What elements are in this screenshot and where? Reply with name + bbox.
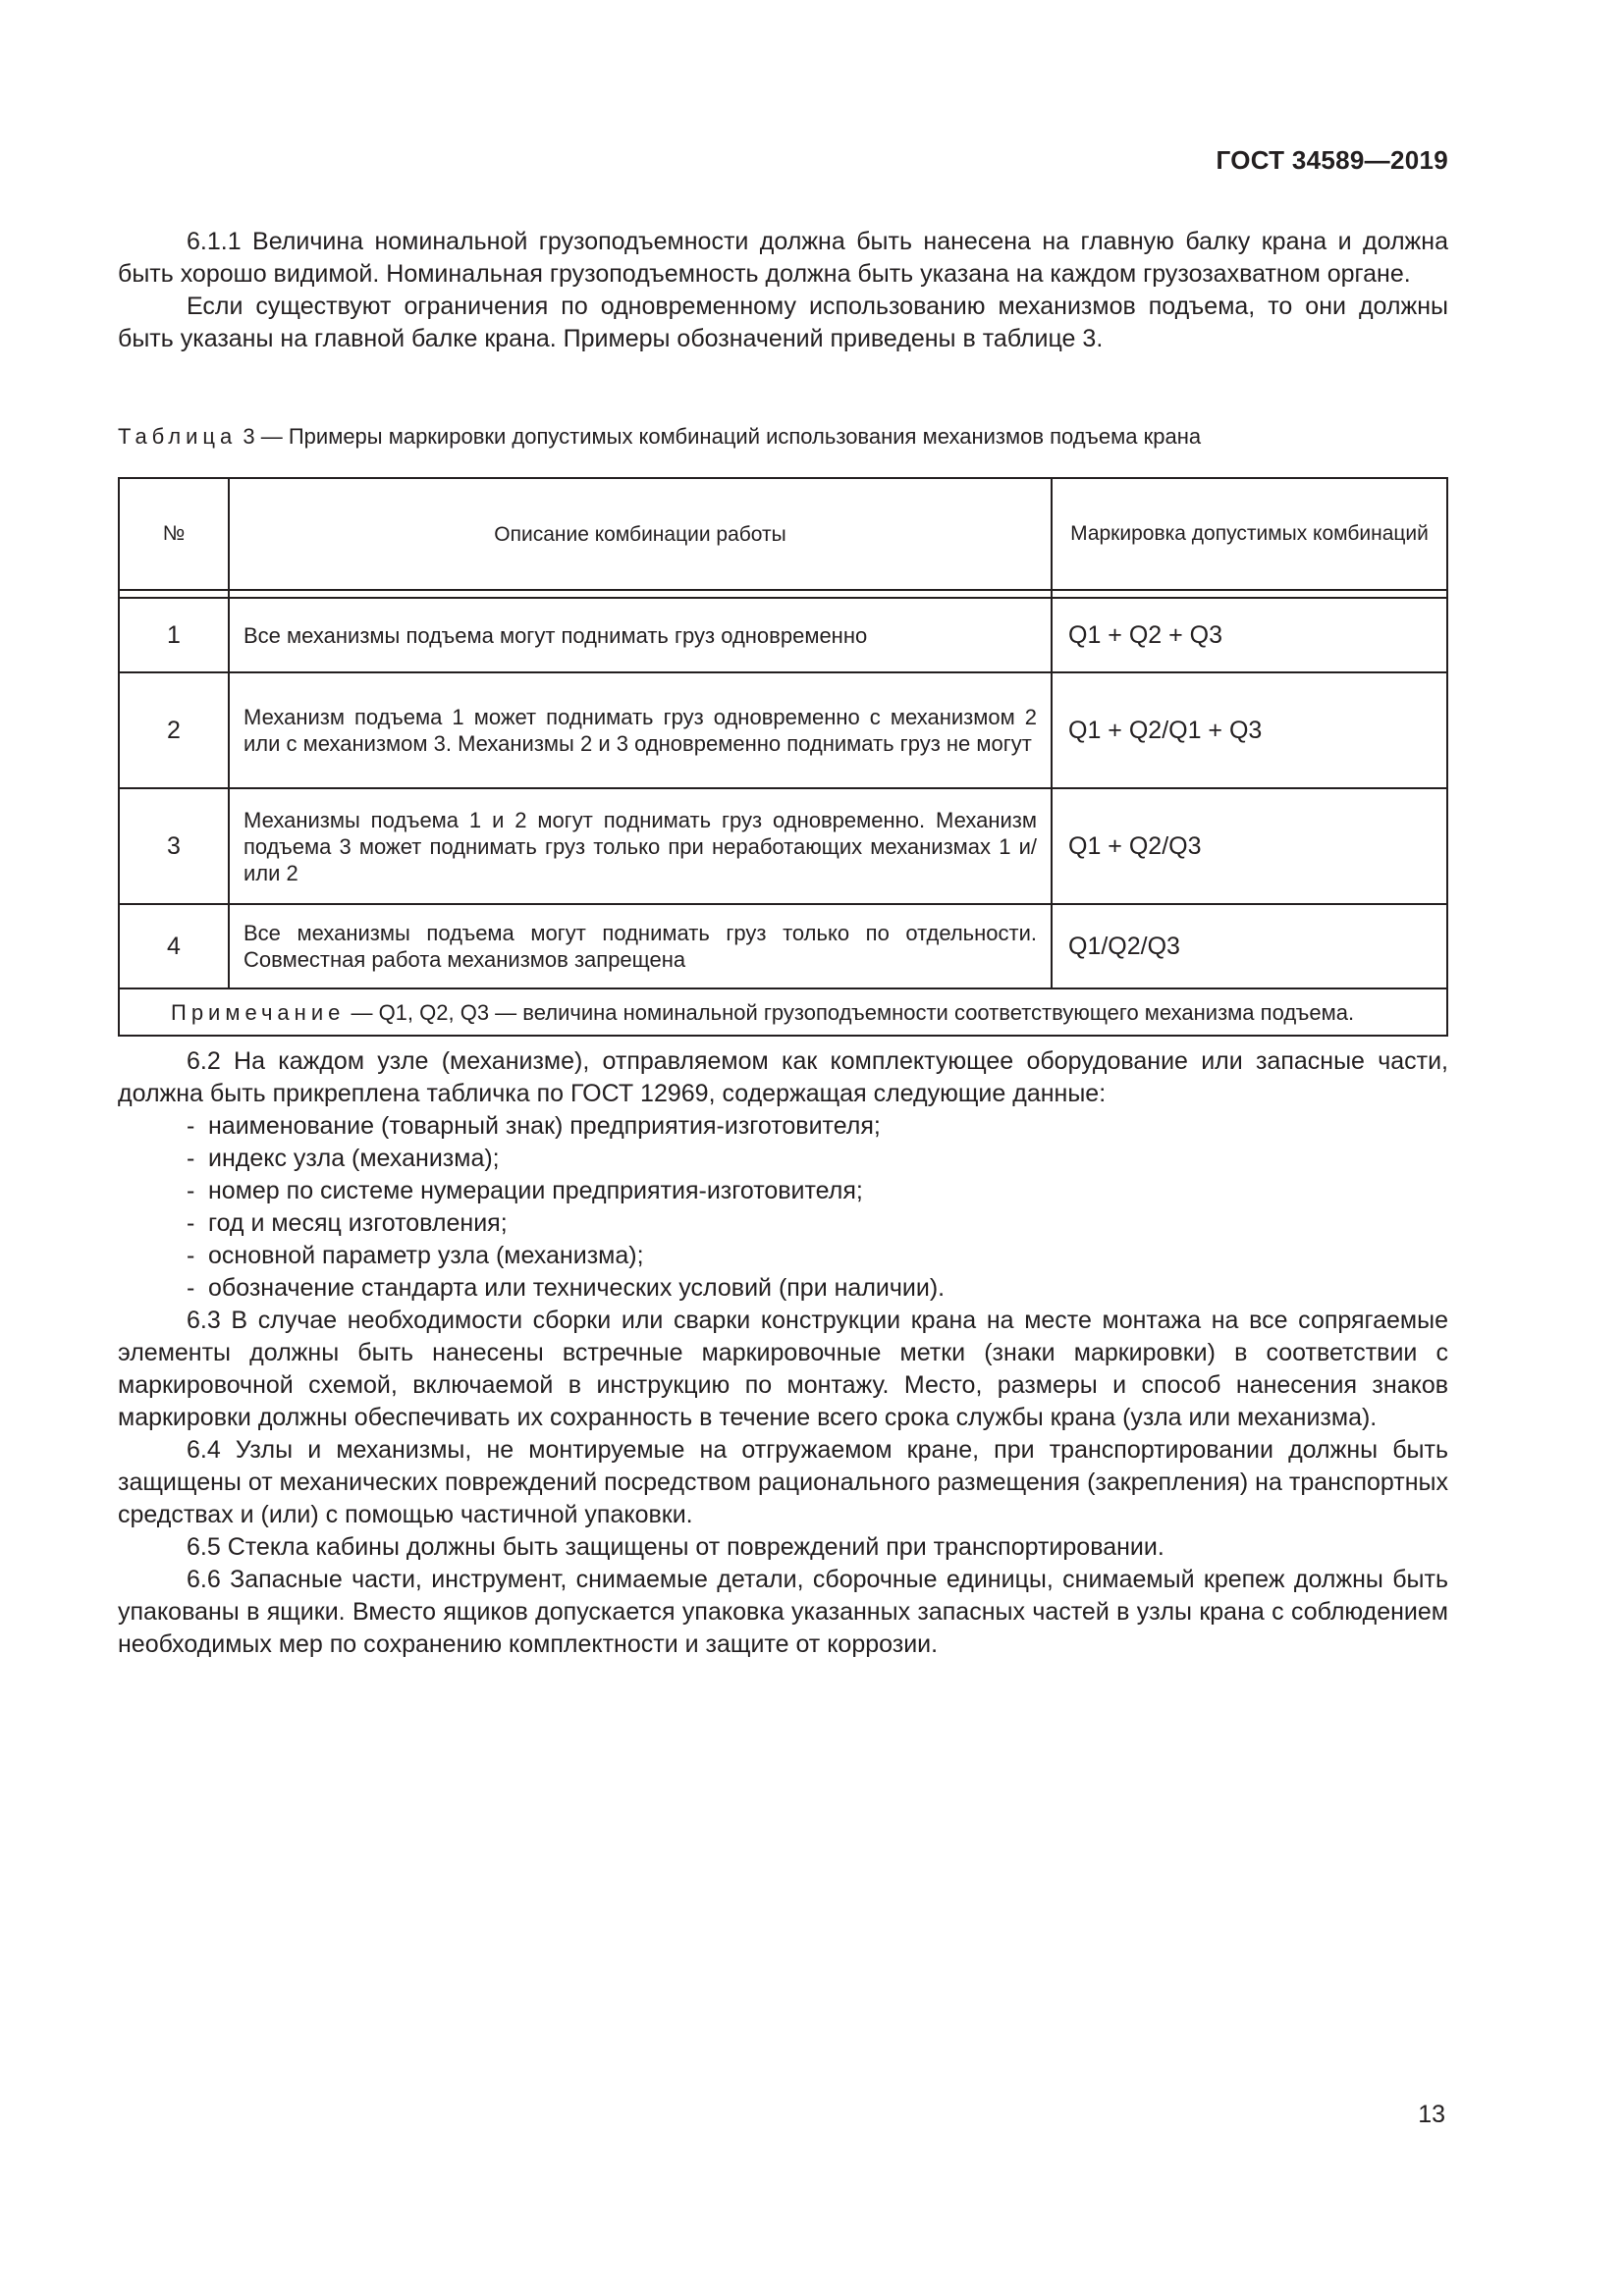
- table-note-label: Примечание: [171, 1000, 346, 1025]
- table-row: [119, 904, 1447, 988]
- table-row: [119, 672, 1447, 788]
- top-paragraphs: [118, 226, 1448, 355]
- paragraph-6-6: 6.6 Запасные части, инструмент, снимаемые детали, сборочные единицы, снимаемый крепеж должны быть упакованы в ящики. Вместо ящиков допускается упаковка указанных запасных частей в узлы крана с соблюдением необходимых мер по сохранению комплектности и защите от коррозии.: [118, 1566, 1448, 1658]
- table-note-text: — Q1, Q2, Q3 — величина номинальной грузоподъемности соответствующего механизма подъема.: [345, 1000, 1355, 1025]
- list-item: - основной параметр узла (механизма);: [187, 1242, 644, 1269]
- row-description: Все механизмы подъема могут поднимать груз одновременно: [229, 598, 1052, 672]
- row-description: Механизм подъема 1 может поднимать груз одновременно с механизмом 2 или с механизмом 3. Механизмы 2 и 3 одновременно поднимать груз не могут: [229, 672, 1052, 788]
- list-item: - год и месяц изготовления;: [187, 1209, 508, 1237]
- table-row: [119, 788, 1447, 904]
- row-marking: Q1 + Q2/Q3: [1052, 788, 1447, 904]
- table-3: [118, 477, 1448, 1037]
- row-number: 2: [119, 672, 229, 788]
- row-marking: Q1/Q2/Q3: [1052, 904, 1447, 988]
- row-marking: Q1 + Q2/Q1 + Q3: [1052, 672, 1447, 788]
- list-item: - обозначение стандарта или технических условий (при наличии).: [187, 1274, 946, 1302]
- row-marking: Q1 + Q2 + Q3: [1052, 598, 1447, 672]
- row-number: 1: [119, 598, 229, 672]
- table-note: [119, 988, 1447, 1036]
- lower-sections: [118, 1045, 1448, 1661]
- row-description: Все механизмы подъема могут поднимать груз только по отдельности. Совместная работа механизмов запрещена: [229, 904, 1052, 988]
- data-list: [118, 1110, 1448, 1305]
- table-header-separator: [119, 590, 1447, 598]
- paragraph-6-3: 6.3 В случае необходимости сборки или сварки конструкции крана на месте монтажа на все сопрягаемые элементы должны быть нанесены встречные маркировочные метки (знаки маркировки) в соответствии с маркировочной схемой, включаемой в инструкцию по монтажу. Место, размеры и способ нанесения знаков маркировки должны обеспечивать их сохранность в течение всего срока службы крана (узла или механизма).: [118, 1307, 1448, 1431]
- table-header-row: [119, 478, 1447, 590]
- page-number: 13: [1418, 2101, 1445, 2128]
- header-description: Описание комбинации работы: [229, 478, 1052, 590]
- table-caption-text: 3 — Примеры маркировки допустимых комбинаций использования механизмов подъема крана: [243, 424, 1202, 449]
- paragraph-6-5: 6.5 Стекла кабины должны быть защищены от повреждений при транспортировании.: [187, 1533, 1164, 1561]
- list-item: - наименование (товарный знак) предприятия-изготовителя;: [187, 1112, 881, 1140]
- table-row: [119, 598, 1447, 672]
- list-item: - индекс узла (механизма);: [187, 1145, 500, 1172]
- paragraph-limitations: Если существуют ограничения по одновременному использованию механизмов подъема, то они должны быть указаны на главной балке крана. Примеры обозначений приведены в таблице 3.: [118, 293, 1448, 352]
- row-description: Механизмы подъема 1 и 2 могут поднимать груз одновременно. Механизм подъема 3 может поднимать груз только при неработающих механизмах 1 и/или 2: [229, 788, 1052, 904]
- paragraph-6-4: 6.4 Узлы и механизмы, не монтируемые на отгружаемом кране, при транспортировании должны быть защищены от механических повреждений посредством рационального размещения (закрепления) на транспортных средствах и (или) с помощью частичной упаковки.: [118, 1436, 1448, 1528]
- document-number-header: ГОСТ 34589—2019: [1216, 145, 1448, 175]
- paragraph-6-1-1: 6.1.1 Величина номинальной грузоподъемности должна быть нанесена на главную балку крана и должна быть хорошо видимой. Номинальная грузоподъемность должна быть указана на каждом грузозахватном органе.: [118, 228, 1448, 288]
- header-number: №: [119, 478, 229, 590]
- row-number: 4: [119, 904, 229, 988]
- paragraph-6-2: 6.2 На каждом узле (механизме), отправляемом как комплектующее оборудование или запасные части, должна быть прикреплена табличка по ГОСТ 12969, содержащая следующие данные:: [118, 1047, 1448, 1107]
- header-marking: Маркировка допустимых комбинаций: [1052, 478, 1447, 590]
- table-caption: [118, 422, 1453, 452]
- list-item: - номер по системе нумерации предприятия-изготовителя;: [187, 1177, 863, 1204]
- table-caption-label: Таблица: [118, 424, 238, 449]
- row-number: 3: [119, 788, 229, 904]
- table-note-row: [119, 988, 1447, 1036]
